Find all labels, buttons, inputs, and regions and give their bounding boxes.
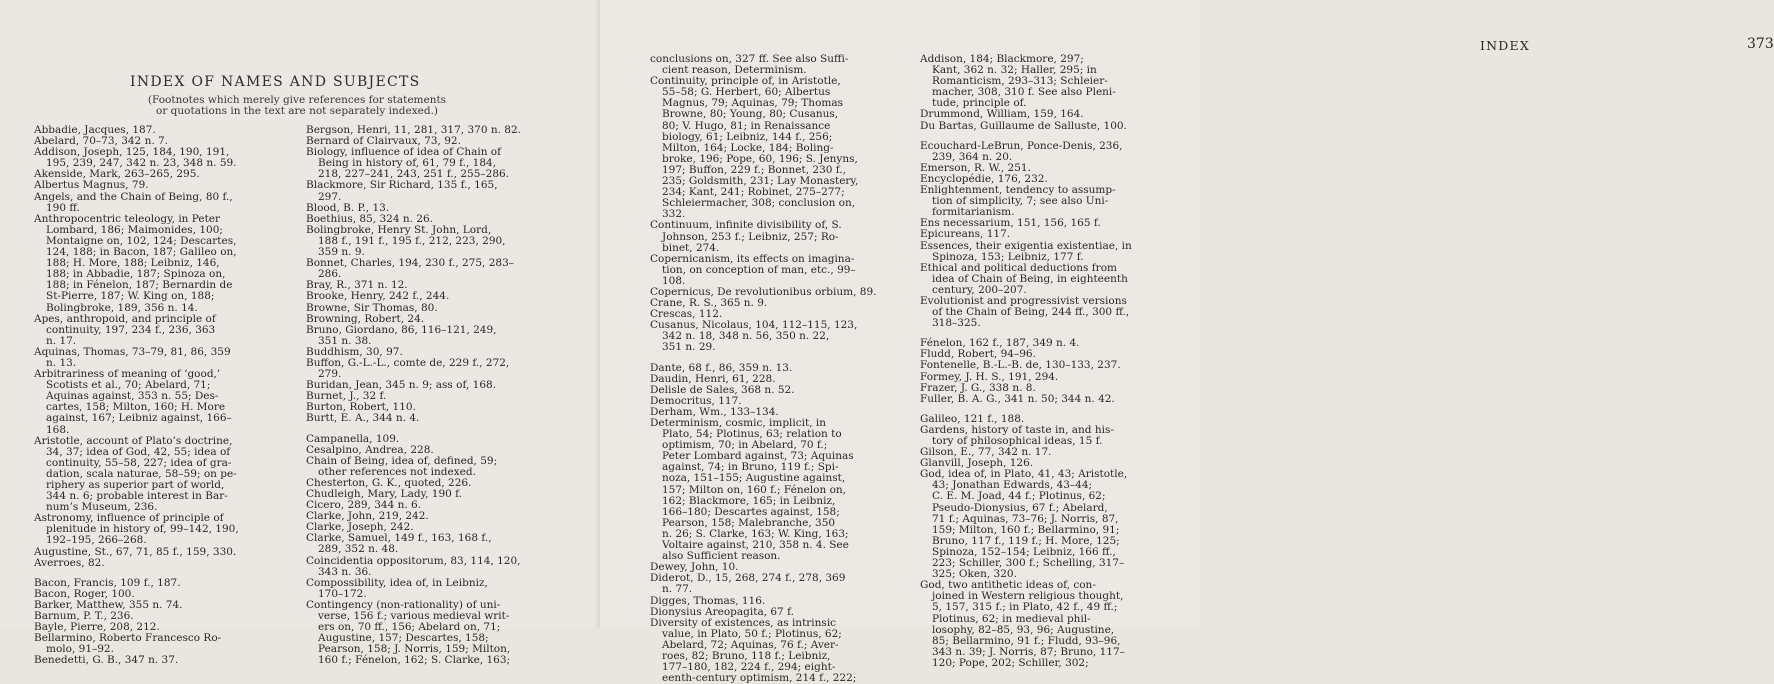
index-entry: Cusanus, Nicolaus, 104, 112–115, 123, 342 n. 18, 348 n. 56, 350 n. 22, 351 n. 29. [650, 319, 858, 354]
index-subtitle: (Footnotes which merely give references for statements or quotations in the text are not separately indexed.) [147, 94, 447, 117]
index-entry: Bellarmino, Roberto Francesco Ro- molo, 91–92. [34, 632, 222, 656]
index-entry: Fludd, Robert, 94–96. [920, 348, 1036, 361]
index-entry: Burnet, J., 32 f. [306, 390, 387, 403]
index-entry: Apes, anthropoid, and principle of continuity, 197, 234 f., 236, 363 n. 17. [34, 312, 216, 347]
index-entry: Compossibility, idea of, in Leibniz, 170–172. [306, 576, 488, 600]
left-page [0, 0, 600, 667]
index-entry: Enlightenment, tendency to assump- tion of simplicity, 7; see also Uni- formitarianism. [920, 184, 1116, 219]
index-entry: Browning, Robert, 24. [306, 312, 425, 325]
index-title: INDEX OF NAMES AND SUBJECTS [130, 74, 421, 90]
index-entry: Blood, B. P., 13. [306, 201, 390, 214]
index-entry: Dante, 68 f., 86, 359 n. 13. [650, 361, 793, 374]
index-entry: Formey, J. H. S., 191, 294. [920, 370, 1059, 383]
index-entry: Galileo, 121 f., 188. [920, 412, 1025, 425]
index-entry: Du Bartas, Guillaume de Salluste, 100. [920, 119, 1127, 132]
index-entry: Arbitrariness of meaning of ‘good,’ Scotists et al., 70; Abelard, 71; Aquinas against, 353 n. 55; Des- cartes, 158; Milton, 160; H. More against, 167; Leibniz against, 166– 168. [34, 368, 232, 436]
index-entry: Addison, Joseph, 125, 184, 190, 191, 195, 239, 247, 342 n. 23, 348 n. 59. [34, 146, 237, 170]
index-entry: God, idea of, in Plato, 41, 43; Aristotle, 43; Jonathan Edwards, 43–44; C. E. M. Joad, 44 f.; Plotinus, 62; Pseudo-Dionysius, 67 f.; Abelard, 71 f.; Aquinas, 73–76; J. Norris, 87, 159; Milton, 160 f.; Bellarmino, 91; Bruno, 117 f., 119 f.; H. More, 125; Spinoza, 152–154; Leibniz, 166 ff., 223; Schiller, 300 f.; Schelling, 317– 325; Oken, 320. [920, 468, 1128, 581]
index-entry: Chesterton, G. K., quoted, 226. [306, 476, 472, 489]
index-entry: Determinism, cosmic, implicit, in Plato, 54; Plotinus, 63; relation to optimism, 70; in Abelard, 70 f.; Peter Lombard against, 73; Aquinas against, 74; in Bruno, 119 f.; Spi- noza, 151–155; Augustine against, 157; Milton on, 160 f.; Fénelon on, 162; Blackmore, 165; in Leibniz, 166–180; Descartes against, 158; Pearson, 158; Malebranche, 350 n. 26; S. Clarke, 163; W. King, 163; Voltaire against, 210, 358 n. 4. See also Sufficient reason. [650, 417, 854, 563]
index-entry: Barker, Matthew, 355 n. 74. [34, 598, 183, 611]
index-entry: Copernicanism, its effects on imagina- tion, on conception of man, etc., 99– 108. [650, 252, 856, 287]
index-entry: Buffon, G.-L.-L., comte de, 229 f., 272, 279. [306, 356, 510, 381]
index-entry: Delisle de Sales, 368 n. 52. [650, 383, 795, 396]
index-entry: Copernicus, De revolutionibus orbium, 89. [650, 285, 877, 298]
index-entry: Fontenelle, B.-L.-B. de, 130–133, 237. [920, 359, 1121, 372]
index-entry: Biology, influence of idea of Chain of Being in history of, 61, 79 f., 184, 218, 227–241, 243, 251 f., 255–286. [306, 146, 510, 181]
index-entry: Chain of Being, idea of, defined, 59; other references not indexed. [306, 454, 498, 478]
index-entry: Anthropocentric teleology, in Peter Lombard, 186; Maimonides, 100; Montaigne on, 102, 124; Descartes, 124, 188; in Bacon, 187; Galileo on, 188; H. More, 188; Leibniz, 146, 188; in Abbadie, 187; Spinoza on, 188; in Fénelon, 187; Bernardin de St-Pierre, 187; W. King on, 188; Bolingbroke, 189, 356 n. 14. [34, 212, 237, 314]
index-entry: Glanvill, Joseph, 126. [920, 457, 1034, 470]
index-entry: Bergson, Henri, 11, 281, 317, 370 n. 82. [306, 124, 521, 136]
index-entry: Emerson, R. W., 251. [920, 161, 1031, 174]
index-column-4 [920, 54, 1182, 669]
index-entry: Barnum, P. T., 236. [34, 610, 134, 623]
index-entry: Burton, Robert, 110. [306, 401, 416, 414]
index-entry: Dewey, John, 10. [650, 561, 739, 574]
index-entry: Gilson, E., 77, 342 n. 17. [920, 446, 1052, 459]
index-entry: Continuity, principle of, in Aristotle, 55–58; G. Herbert, 60; Albertus Magnus, 79; Aquinas, 79; Thomas Browne, 80; Young, 80; Cusanus, 80; V. Hugo, 81; in Renaissance biology, 61; Leibniz, 144 f., 256; Milton, 164; Locke, 184; Boling- broke, 196; Pope, 60, 196; S. Jenyns, 197; Buffon, 229 f.; Bonnet, 230 f., 235; Goldsmith, 231; Lay Monastery, 234; Kant, 241; Robinet, 275–277; Schleiermacher, 308; conclusion on, 332. [650, 75, 859, 221]
index-entry: Dionysius Areopagita, 67 f. [650, 605, 794, 618]
index-entry: Ecouchard-LeBrun, Ponce-Denis, 236, 239, 364 n. 20. [920, 139, 1123, 163]
index-entry: Daudin, Henri, 61, 228. [650, 372, 776, 385]
index-entry: Continuum, infinite divisibility of, S. Johnson, 253 f.; Leibniz, 257; Ro- binet, 274. [650, 219, 842, 254]
index-entry: Cicero, 289, 344 n. 6. [306, 499, 422, 512]
index-entry: Abbadie, Jacques, 187. [34, 124, 156, 136]
index-entry: Diversity of existences, as intrinsic value, in Plato, 50 f.; Plotinus, 62; Abelard, 72; Aquinas, 76 f.; Aver- roes, 82; Bruno, 118 f.; Leibniz, 177–180, 182, 224 f., 294; eight- eenth-century optimism, 214 f., 222; [650, 616, 857, 684]
index-entry: Bayle, Pierre, 208, 212. [34, 621, 160, 634]
index-entry: Democritus, 117. [650, 394, 742, 407]
index-column-1 [34, 125, 296, 667]
index-entry: Bacon, Roger, 100. [34, 587, 135, 600]
index-entry: Drummond, William, 159, 164. [920, 108, 1084, 121]
index-entry: Digges, Thomas, 116. [650, 594, 766, 607]
page-number: 373 [1747, 36, 1774, 52]
index-entry: Chudleigh, Mary, Lady, 190 f. [306, 488, 463, 500]
index-entry: Ens necessarium, 151, 156, 165 f. [920, 217, 1101, 230]
index-entry: Crane, R. S., 365 n. 9. [650, 297, 768, 310]
index-entry: Bonnet, Charles, 194, 230 f., 275, 283– 286. [306, 257, 515, 281]
index-entry: Addison, 184; Blackmore, 297; Kant, 362 n. 32; Haller, 295; in Romanticism, 293–313; Schleier- macher, 308, 310 f. See also Pleni- tude, principle of. [920, 53, 1116, 110]
index-entry: Derham, Wm., 133–134. [650, 405, 779, 418]
index-entry: Diderot, D., 15, 268, 274 f., 278, 369 n. 77. [650, 572, 846, 596]
running-header: INDEX [1480, 38, 1530, 53]
index-entry: Epicureans, 117. [920, 228, 1011, 241]
index-entry: Benedetti, G. B., 347 n. 37. [34, 654, 179, 667]
index-entry: Buddhism, 30, 97. [306, 345, 403, 358]
index-entry: Aquinas, Thomas, 73–79, 81, 86, 359 n. 13. [34, 345, 231, 369]
index-entry: Augustine, St., 67, 71, 85 f., 159, 330. [34, 545, 237, 558]
index-entry: Campanella, 109. [306, 432, 400, 445]
index-entry: Encyclopédie, 176, 232. [920, 172, 1048, 185]
index-entry: Browne, Sir Thomas, 80. [306, 301, 438, 314]
index-entry: Clarke, Samuel, 149 f., 163, 168 f., 289, 352 n. 48. [306, 532, 492, 556]
index-entry: Frazer, J. G., 338 n. 8. [920, 381, 1036, 394]
index-entry: Gardens, history of taste in, and his- tory of philosophical ideas, 15 f. [920, 423, 1114, 447]
index-entry: Aristotle, account of Plato’s doctrine, 34, 37; idea of God, 42, 55; idea of continuity, 55–58, 227; idea of gra- dation, scala naturae, 58–59; on pe- riphery as superior part of world, 344 n. 6; probable interest in Bar- num’s Museum, 236. [34, 434, 237, 514]
index-entry: Averroes, 82. [34, 556, 105, 569]
index-entry: Astronomy, influence of principle of plenitude in history of, 99–142, 190, 192–195, 266–268. [34, 512, 239, 547]
index-entry: Contingency (non-rationality) of uni- verse, 156 f.; various medieval writ- ers on, 70 ff., 156; Abelard on, 71; Augustine, 157; Descartes, 158; Pearson, 158; J. Norris, 159; Milton, 160 f.; Fénelon, 162; S. Clarke, 163; [306, 598, 511, 667]
index-entry: Angels, and the Chain of Being, 80 f., 190 ff. [34, 190, 233, 214]
index-entry: Brooke, Henry, 242 f., 244. [306, 290, 450, 303]
index-entry: Akenside, Mark, 263–265, 295. [34, 168, 200, 181]
index-entry: Crescas, 112. [650, 308, 723, 321]
index-entry: Bernard of Clairvaux, 73, 92. [306, 135, 461, 148]
index-entry: Albertus Magnus, 79. [34, 179, 149, 192]
index-entry: Essences, their exigentia existentiae, in Spinoza, 153; Leibniz, 177 f. [920, 239, 1132, 263]
index-entry: Blackmore, Sir Richard, 135 f., 165, 297. [306, 179, 498, 203]
index-column-3 [650, 54, 912, 684]
index-entry: Boethius, 85, 324 n. 26. [306, 212, 433, 225]
index-entry: Clarke, Joseph, 242. [306, 521, 414, 534]
index-entry: Clarke, John, 219, 242. [306, 510, 429, 523]
index-entry: Burtt, E. A., 344 n. 4. [306, 412, 420, 425]
index-entry: God, two antithetic ideas of, con- joined in Western religious thought, 5, 157, 315 f.; in Plato, 42 f., 49 ff.; Plotinus, 62; in medieval phil- losophy, 82–85, 93, 96; Augustine, 85; Bellarmino, 91 f.; Fludd, 93–96, 343 n. 39; J. Norris, 87; Bruno, 117– 120; Pope, 202; Schiller, 302; [920, 579, 1125, 669]
index-entry: Buridan, Jean, 345 n. 9; ass of, 168. [306, 379, 497, 392]
index-entry: Bruno, Giordano, 86, 116–121, 249, 351 n. 38. [306, 323, 497, 347]
index-entry: Evolutionist and progressivist versions of the Chain of Being, 244 ff., 300 ff., 318–325. [920, 294, 1130, 330]
index-entry: Cesalpino, Andrea, 228. [306, 443, 434, 456]
index-entry: Abelard, 70–73, 342 n. 7. [34, 135, 169, 148]
index-entry: Bacon, Francis, 109 f., 187. [34, 576, 181, 589]
index-entry: Fénelon, 162 f., 187, 349 n. 4. [920, 337, 1080, 350]
index-entry: Fuller, B. A. G., 341 n. 50; 344 n. 42. [920, 392, 1115, 405]
index-entry: Bray, R., 371 n. 12. [306, 279, 408, 292]
index-entry: Coincidentia oppositorum, 83, 114, 120, 343 n. 36. [306, 554, 521, 578]
index-column-2 [306, 125, 568, 667]
index-entry: Bolingbroke, Henry St. John, Lord, 188 f., 191 f., 195 f., 212, 223, 290, 359 n. 9. [306, 223, 506, 259]
index-entry: Ethical and political deductions from idea of Chain of Being, in eighteenth century, 200–207. [920, 261, 1128, 296]
index-entry: conclusions on, 327 ff. See also Suffi- cient reason, Determinism. [650, 53, 849, 77]
